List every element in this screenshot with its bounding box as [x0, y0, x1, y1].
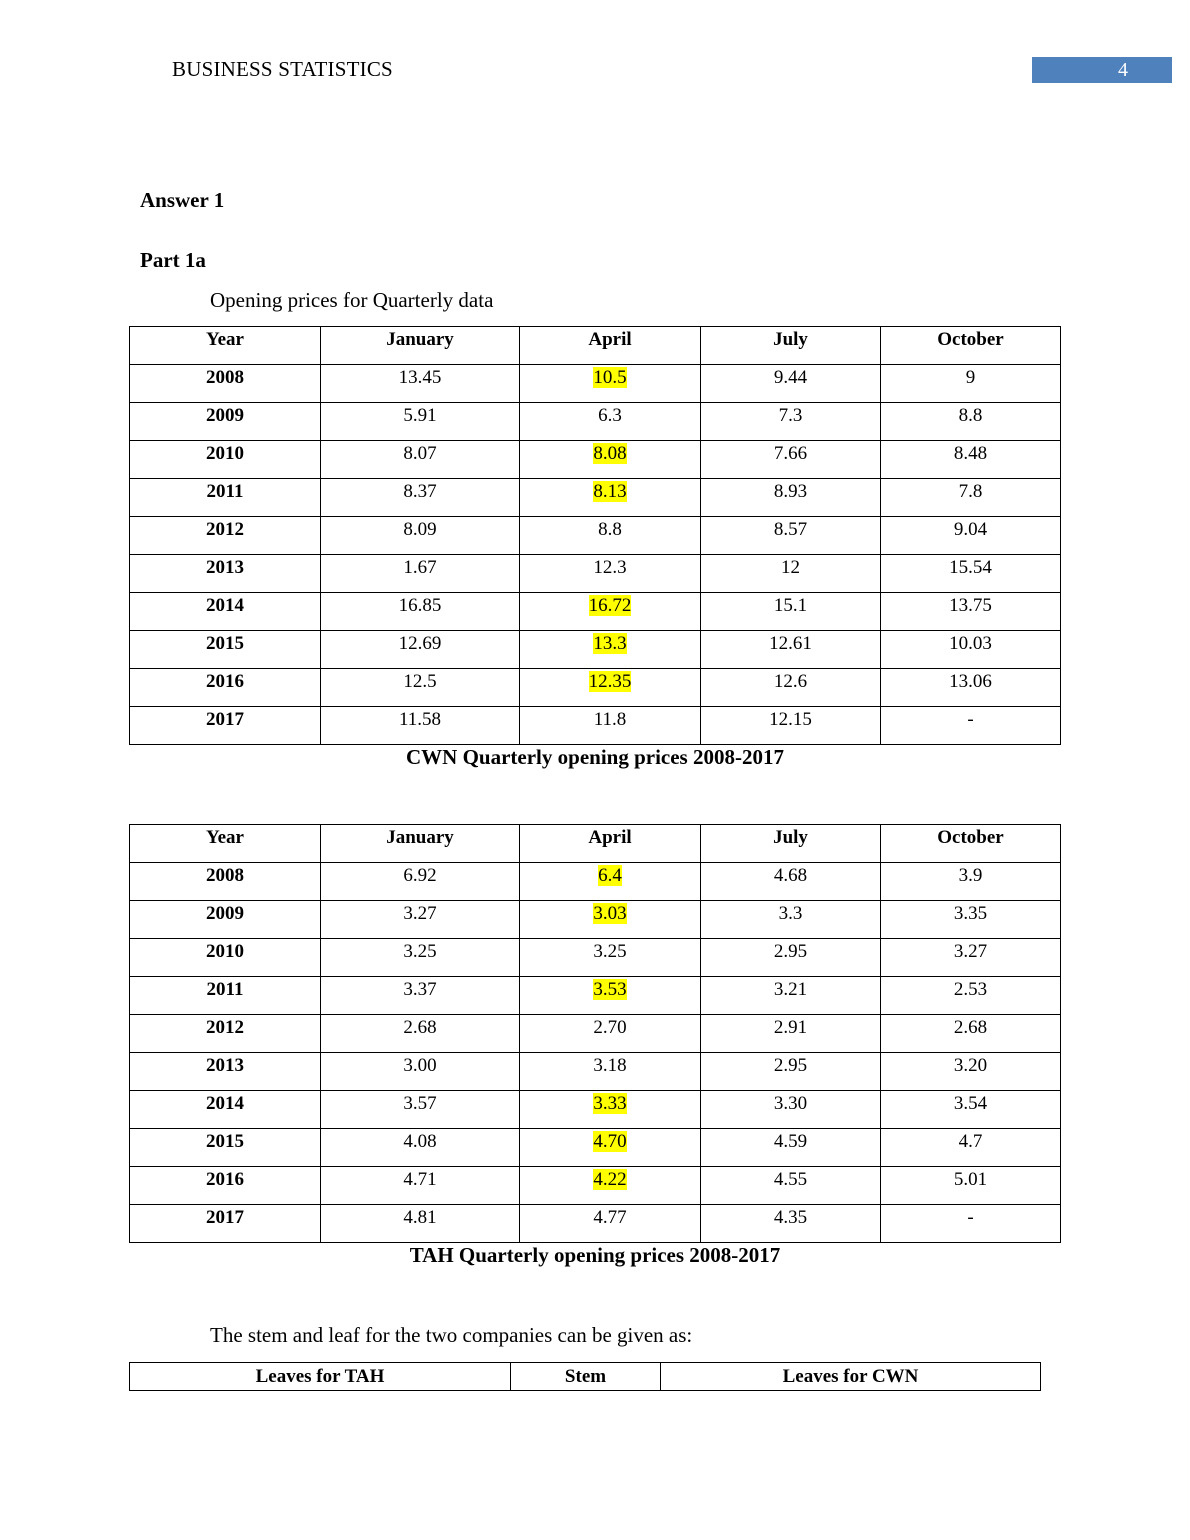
year-cell: 2009	[130, 901, 321, 939]
year-cell: 2015	[130, 1129, 321, 1167]
april-cell: 3.18	[520, 1053, 701, 1091]
april-cell	[520, 365, 701, 403]
col-header-leaves-tah: Leaves for TAH	[130, 1363, 511, 1391]
july-cell: 12.15	[701, 707, 881, 745]
july-cell: 12.61	[701, 631, 881, 669]
col-header-january: January	[321, 825, 520, 863]
april-cell	[520, 669, 701, 707]
october-cell: 10.03	[881, 631, 1061, 669]
january-cell: 3.37	[321, 977, 520, 1015]
highlighted-value: 4.22	[593, 1169, 627, 1190]
january-cell: 2.68	[321, 1015, 520, 1053]
october-cell: 3.54	[881, 1091, 1061, 1129]
table-row	[130, 441, 1061, 479]
april-cell	[520, 631, 701, 669]
october-cell: 4.7	[881, 1129, 1061, 1167]
highlighted-value: 8.13	[593, 481, 627, 502]
april-cell	[520, 1129, 701, 1167]
april-cell	[520, 901, 701, 939]
july-cell: 8.93	[701, 479, 881, 517]
october-cell: 5.01	[881, 1167, 1061, 1205]
october-cell: 3.9	[881, 863, 1061, 901]
january-cell: 8.09	[321, 517, 520, 555]
year-cell: 2017	[130, 707, 321, 745]
october-cell: 13.06	[881, 669, 1061, 707]
january-cell: 16.85	[321, 593, 520, 631]
col-header-leaves-cwn: Leaves for CWN	[661, 1363, 1041, 1391]
highlighted-value: 13.3	[593, 633, 627, 654]
january-cell: 5.91	[321, 403, 520, 441]
january-cell: 8.07	[321, 441, 520, 479]
april-cell: 11.8	[520, 707, 701, 745]
table-row	[130, 555, 1061, 593]
highlighted-value: 10.5	[593, 367, 627, 388]
april-cell: 3.25	[520, 939, 701, 977]
col-header-october: October	[881, 327, 1061, 365]
year-cell: 2016	[130, 1167, 321, 1205]
stem-leaf-intro: The stem and leaf for the two companies can be given as:	[210, 1323, 693, 1347]
table-row	[130, 863, 1061, 901]
april-cell	[520, 441, 701, 479]
col-header-july: July	[701, 327, 881, 365]
tah-table-caption: TAH Quarterly opening prices 2008-2017	[409, 1243, 781, 1267]
year-cell: 2008	[130, 863, 321, 901]
october-cell: 15.54	[881, 555, 1061, 593]
october-cell: 2.68	[881, 1015, 1061, 1053]
table-row	[130, 707, 1061, 745]
year-cell: 2009	[130, 403, 321, 441]
col-header-april: April	[520, 825, 701, 863]
col-header-year: Year	[130, 825, 321, 863]
table-row	[130, 1015, 1061, 1053]
year-cell: 2010	[130, 939, 321, 977]
year-cell: 2011	[130, 977, 321, 1015]
cwn-price-table	[129, 326, 1061, 745]
october-cell: 13.75	[881, 593, 1061, 631]
table-row	[130, 1205, 1061, 1243]
january-cell: 6.92	[321, 863, 520, 901]
part-heading: Part 1a	[140, 248, 206, 272]
january-cell: 4.81	[321, 1205, 520, 1243]
april-cell: 4.77	[520, 1205, 701, 1243]
april-cell: 6.3	[520, 403, 701, 441]
tah-price-table	[129, 824, 1061, 1243]
july-cell: 4.55	[701, 1167, 881, 1205]
year-cell: 2013	[130, 555, 321, 593]
october-cell: -	[881, 1205, 1061, 1243]
year-cell: 2014	[130, 1091, 321, 1129]
table-row	[130, 593, 1061, 631]
highlighted-value: 8.08	[593, 443, 627, 464]
july-cell: 2.91	[701, 1015, 881, 1053]
january-cell: 12.69	[321, 631, 520, 669]
july-cell: 7.3	[701, 403, 881, 441]
july-cell: 12.6	[701, 669, 881, 707]
table-header-row	[130, 1363, 1041, 1391]
table-row	[130, 977, 1061, 1015]
january-cell: 3.25	[321, 939, 520, 977]
year-cell: 2015	[130, 631, 321, 669]
col-header-stem: Stem	[511, 1363, 661, 1391]
table-header-row	[130, 825, 1061, 863]
year-cell: 2011	[130, 479, 321, 517]
highlighted-value: 4.70	[593, 1131, 627, 1152]
july-cell: 4.59	[701, 1129, 881, 1167]
table-row	[130, 669, 1061, 707]
april-cell	[520, 977, 701, 1015]
year-cell: 2016	[130, 669, 321, 707]
running-header-title: BUSINESS STATISTICS	[172, 57, 393, 81]
col-header-april: April	[520, 327, 701, 365]
col-header-october: October	[881, 825, 1061, 863]
october-cell: 2.53	[881, 977, 1061, 1015]
table-row	[130, 365, 1061, 403]
january-cell: 4.71	[321, 1167, 520, 1205]
january-cell: 4.08	[321, 1129, 520, 1167]
april-cell	[520, 593, 701, 631]
april-cell	[520, 479, 701, 517]
table-row	[130, 1053, 1061, 1091]
july-cell: 9.44	[701, 365, 881, 403]
year-cell: 2010	[130, 441, 321, 479]
year-cell: 2013	[130, 1053, 321, 1091]
table-row	[130, 479, 1061, 517]
july-cell: 8.57	[701, 517, 881, 555]
january-cell: 3.00	[321, 1053, 520, 1091]
april-cell: 8.8	[520, 517, 701, 555]
april-cell	[520, 1167, 701, 1205]
july-cell: 2.95	[701, 939, 881, 977]
january-cell: 12.5	[321, 669, 520, 707]
stem-leaf-table	[129, 1362, 1041, 1391]
january-cell: 1.67	[321, 555, 520, 593]
january-cell: 3.57	[321, 1091, 520, 1129]
april-cell: 2.70	[520, 1015, 701, 1053]
january-cell: 3.27	[321, 901, 520, 939]
table-row	[130, 1129, 1061, 1167]
april-cell	[520, 863, 701, 901]
col-header-july: July	[701, 825, 881, 863]
highlighted-value: 6.4	[598, 865, 622, 886]
july-cell: 3.21	[701, 977, 881, 1015]
january-cell: 13.45	[321, 365, 520, 403]
year-cell: 2012	[130, 1015, 321, 1053]
table-header-row	[130, 327, 1061, 365]
answer-heading: Answer 1	[140, 188, 225, 212]
year-cell: 2017	[130, 1205, 321, 1243]
year-cell: 2008	[130, 365, 321, 403]
july-cell: 3.30	[701, 1091, 881, 1129]
january-cell: 8.37	[321, 479, 520, 517]
table-row	[130, 901, 1061, 939]
table-row	[130, 1167, 1061, 1205]
april-cell	[520, 1091, 701, 1129]
table-row	[130, 403, 1061, 441]
july-cell: 2.95	[701, 1053, 881, 1091]
october-cell: 8.8	[881, 403, 1061, 441]
cwn-table-caption: CWN Quarterly opening prices 2008-2017	[406, 745, 784, 769]
october-cell: 8.48	[881, 441, 1061, 479]
year-cell: 2012	[130, 517, 321, 555]
july-cell: 12	[701, 555, 881, 593]
col-header-january: January	[321, 327, 520, 365]
july-cell: 3.3	[701, 901, 881, 939]
table-row	[130, 517, 1061, 555]
year-cell: 2014	[130, 593, 321, 631]
january-cell: 11.58	[321, 707, 520, 745]
july-cell: 15.1	[701, 593, 881, 631]
intro-text: Opening prices for Quarterly data	[210, 288, 494, 312]
table-row	[130, 1091, 1061, 1129]
july-cell: 7.66	[701, 441, 881, 479]
table-row	[130, 939, 1061, 977]
col-header-year: Year	[130, 327, 321, 365]
july-cell: 4.68	[701, 863, 881, 901]
october-cell: 3.27	[881, 939, 1061, 977]
october-cell: -	[881, 707, 1061, 745]
october-cell: 3.20	[881, 1053, 1061, 1091]
april-cell: 12.3	[520, 555, 701, 593]
october-cell: 9	[881, 365, 1061, 403]
highlighted-value: 3.33	[593, 1093, 627, 1114]
highlighted-value: 16.72	[588, 595, 632, 616]
highlighted-value: 12.35	[588, 671, 632, 692]
highlighted-value: 3.03	[593, 903, 627, 924]
october-cell: 7.8	[881, 479, 1061, 517]
july-cell: 4.35	[701, 1205, 881, 1243]
highlighted-value: 3.53	[593, 979, 627, 1000]
table-row	[130, 631, 1061, 669]
october-cell: 9.04	[881, 517, 1061, 555]
page-number: 4	[1032, 57, 1172, 83]
october-cell: 3.35	[881, 901, 1061, 939]
